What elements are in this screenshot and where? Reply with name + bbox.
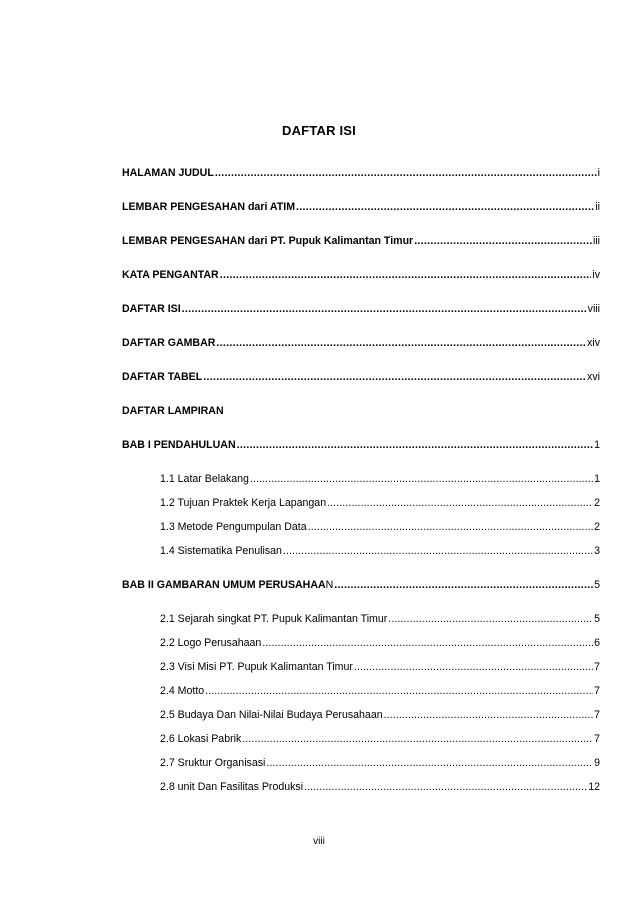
toc-entry-page: 2 — [594, 521, 600, 533]
toc-entry-label: DAFTAR LAMPIRAN — [122, 405, 224, 417]
dot-leader — [354, 660, 593, 674]
dot-leader — [384, 708, 593, 722]
toc-entry-page: 7 — [594, 685, 600, 697]
toc-subentry-2-8[interactable] — [160, 780, 600, 794]
toc-subentry-1-3[interactable] — [160, 520, 600, 534]
dot-leader — [220, 268, 592, 282]
toc-entry-page: 1 — [594, 439, 600, 451]
toc-entry-label: DAFTAR ISI — [122, 303, 181, 315]
dot-leader — [334, 578, 593, 592]
toc-entry-label: 2.3 Visi Misi PT. Pupuk Kalimantan Timur — [160, 661, 353, 673]
toc-entry-page: xvi — [587, 371, 600, 383]
toc-entry-page: 2 — [594, 497, 600, 509]
dot-leader — [296, 200, 594, 214]
toc-entry-page: 7 — [594, 709, 600, 721]
toc-subentry-2-1[interactable] — [160, 612, 600, 626]
toc-subentry-1-1[interactable] — [160, 472, 600, 486]
toc-entry-daftar-lampiran[interactable] — [122, 404, 600, 418]
dot-leader — [304, 780, 587, 794]
dot-leader — [283, 544, 593, 558]
toc-subentry-1-4[interactable] — [160, 544, 600, 558]
toc-entry-label: 2.4 Motto — [160, 685, 205, 697]
toc-entry-page: xiv — [587, 337, 600, 349]
toc-entry-page: 5 — [594, 579, 600, 591]
toc-subentry-2-6[interactable] — [160, 732, 600, 746]
toc-entry-label: HALAMAN JUDUL — [122, 167, 214, 179]
toc-entry-label: BAB I PENDAHULUAN — [122, 439, 236, 451]
toc-entry-daftar-gambar[interactable] — [122, 336, 600, 350]
dot-leader — [308, 520, 593, 534]
toc-entry-page: 12 — [588, 781, 600, 793]
dot-leader — [250, 472, 593, 486]
toc-entry-daftar-tabel[interactable] — [122, 370, 600, 384]
toc-entry-label: 1.2 Tujuan Praktek Kerja Lapangan — [160, 497, 327, 509]
toc-entry-label: 1.4 Sistematika Penulisan — [160, 545, 282, 557]
toc-entry-label: 1.1 Latar Belakang — [160, 473, 249, 485]
dot-leader — [262, 636, 593, 650]
toc-entry-label: 2.7 Sruktur Organisasi — [160, 757, 266, 769]
toc-subentry-1-2[interactable] — [160, 496, 600, 510]
dot-leader — [216, 336, 586, 350]
toc-entry-page: ii — [595, 201, 600, 213]
toc-entry-lembar-pengesahan-atim[interactable] — [122, 200, 600, 214]
dot-leader — [205, 684, 593, 698]
toc-entry-kata-pengantar[interactable] — [122, 268, 600, 282]
toc-entry-label: 1.3 Metode Pengumpulan Data — [160, 521, 307, 533]
toc-entry-label-bold: BAB II GAMBARAN UMUM PERUSAHAA — [122, 579, 326, 591]
toc-entry-page: iii — [592, 235, 600, 247]
dot-leader — [203, 370, 586, 384]
dot-leader — [242, 732, 593, 746]
toc-subentry-2-7[interactable] — [160, 756, 600, 770]
toc-entry-label: DAFTAR TABEL — [122, 371, 203, 383]
toc-entry-bab-2[interactable] — [122, 578, 600, 592]
dot-leader — [182, 302, 587, 316]
toc-entry-lembar-pengesahan-pupuk[interactable] — [122, 234, 600, 248]
toc-entry-page: 5 — [594, 613, 600, 625]
dot-leader — [414, 234, 592, 248]
toc-entry-label: 2.1 Sejarah singkat PT. Pupuk Kalimantan Timur — [160, 613, 388, 625]
toc-entry-label-tail: N — [325, 579, 334, 591]
toc-entry-label: 2.2 Logo Perusahaan — [160, 637, 262, 649]
toc-entry-label: LEMBAR PENGESAHAN dari ATIM — [122, 201, 296, 213]
toc-entry-bab-1[interactable] — [122, 438, 600, 452]
toc-entry-page: 9 — [594, 757, 600, 769]
toc-subentry-2-4[interactable] — [160, 684, 600, 698]
toc-entry-page: i — [597, 167, 600, 179]
page-number-footer: viii — [313, 836, 325, 847]
toc-entry-halaman-judul[interactable] — [122, 166, 600, 180]
toc-entry-page: 7 — [594, 733, 600, 745]
toc-entry-label: 2.6 Lokasi Pabrik — [160, 733, 242, 745]
toc-entry-label — [122, 578, 333, 592]
toc-entry-page: viii — [587, 303, 600, 315]
toc-subentry-2-2[interactable] — [160, 636, 600, 650]
toc-entry-page: 6 — [594, 637, 600, 649]
toc-subentry-2-3[interactable] — [160, 660, 600, 674]
toc-entry-label: 2.5 Budaya Dan Nilai-Nilai Budaya Perusahaan — [160, 709, 383, 721]
toc-entry-page: 3 — [594, 545, 600, 557]
dot-leader — [215, 166, 597, 180]
dot-leader — [237, 438, 594, 452]
toc-entry-page: 1 — [594, 473, 600, 485]
dot-leader — [388, 612, 593, 626]
toc-entry-label: KATA PENGANTAR — [122, 269, 219, 281]
toc-entry-page: 7 — [594, 661, 600, 673]
toc-entry-daftar-isi[interactable] — [122, 302, 600, 316]
toc-entry-label: DAFTAR GAMBAR — [122, 337, 216, 349]
toc-entry-page: iv — [592, 269, 600, 281]
dot-leader — [266, 756, 593, 770]
toc-entry-label: LEMBAR PENGESAHAN dari PT. Pupuk Kalimantan Timur — [122, 235, 414, 247]
dot-leader — [327, 496, 593, 510]
page-title: DAFTAR ISI — [282, 123, 356, 138]
toc-entry-label: 2.8 unit Dan Fasilitas Produksi — [160, 781, 304, 793]
toc-subentry-2-5[interactable] — [160, 708, 600, 722]
